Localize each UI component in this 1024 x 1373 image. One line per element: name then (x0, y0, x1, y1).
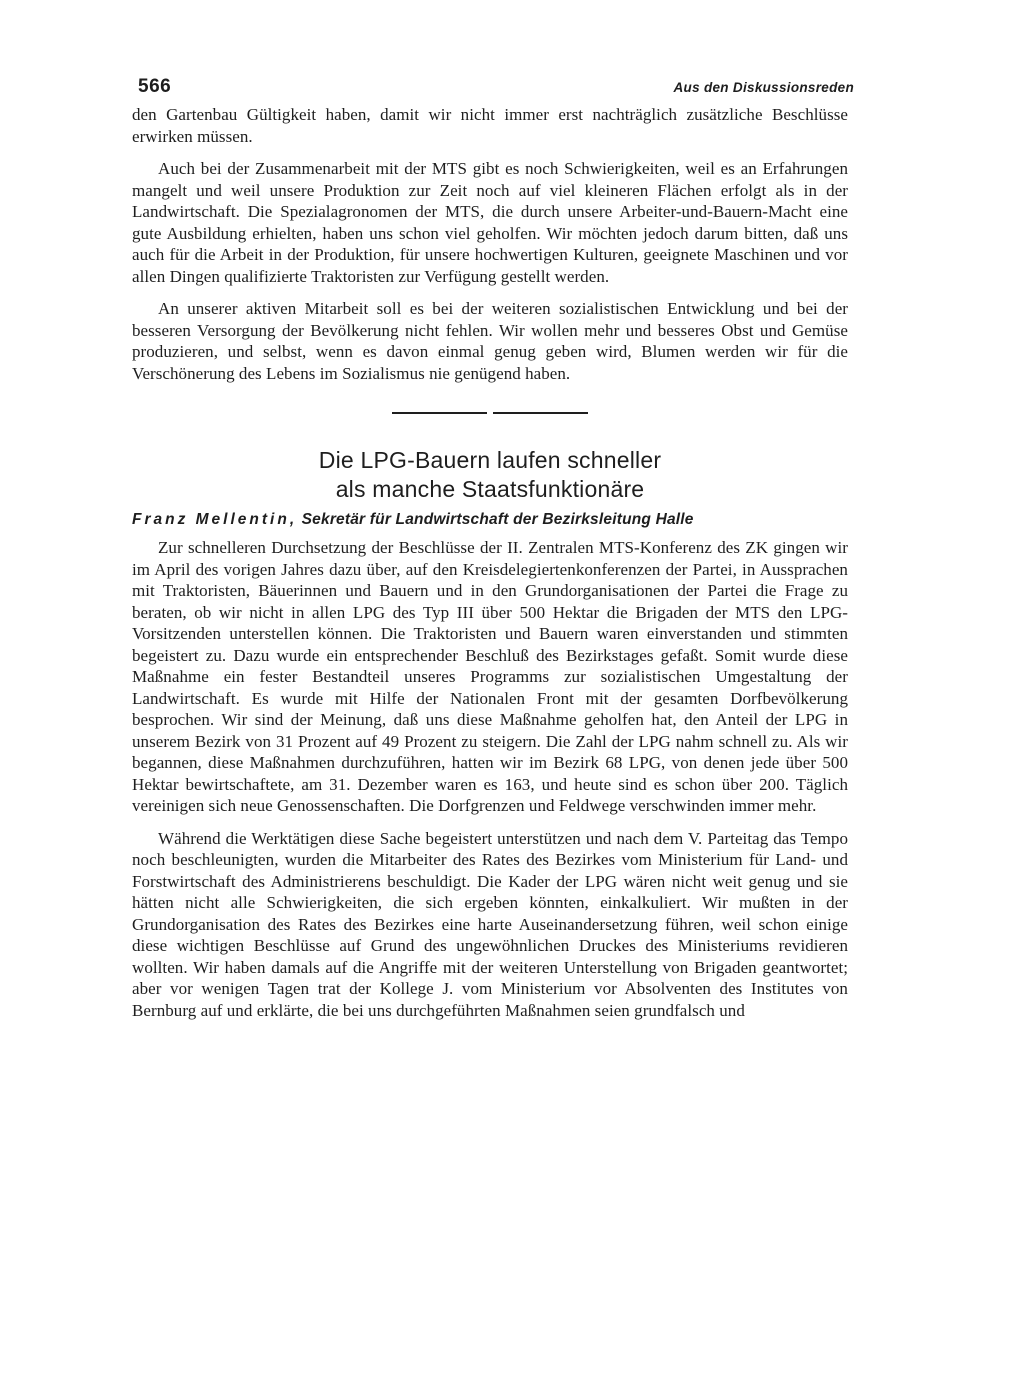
running-head: Aus den Diskussionsreden (673, 80, 854, 95)
divider-line-left (392, 412, 487, 414)
divider-line-right (493, 412, 588, 414)
document-page (132, 70, 854, 1021)
article-paragraph-1: Zur schnelleren Durchsetzung der Beschlüsse der II. Zentralen MTS-Konferenz des ZK gingen wir im April des vorigen Jahres dazu über, auf den Kreisdelegiertenkonferenzen der Partei, in Aussprachen mit Traktoristen, Bäuerinnen und Bauern und in den Grundorganisationen der Partei die Frage zu beraten, ob wir nicht in allen LPG des Typ III über 500 Hektar die Brigaden der MTS den LPG-Vorsitzenden unterstellen können. Die Traktoristen und Bauern waren einverstanden und stimmten begeistert zu. Dazu wurde ein entsprechender Beschluß des Bezirkstages gefaßt. Somit wurde diese Maßnahme ein fester Bestandteil unseres Programms zur sozialistischen Umgestaltung der Landwirtschaft. Es wurde mit Hilfe der Nationalen Front mit der gesamten Dorfbevölkerung besprochen. Wir sind der Meinung, daß uns diese Maßnahme geholfen hat, den Anteil der LPG in unserem Bezirk von 31 Prozent auf 49 Prozent zu steigern. Die Zahl der LPG nahm schnell zu. Als wir begannen, diese Maßnahmen durchzuführen, hatten wir im Bezirk 68 LPG, von denen jede über 500 Hektar bewirtschaftete, am 31. Dezember waren es 163, und heute sind es schon über 200. Täglich vereinigen sich neue Genossenschaften. Die Dorfgrenzen und Feldwege verschwinden immer mehr. (132, 538, 848, 815)
article-paragraph-2: Während die Werktätigen diese Sache begeistert unterstützen und nach dem V. Parteitag das Tempo noch beschleunigten, wurden die Mitarbeiter des Rates des Bezirkes vom Ministerium für Land- und Forstwirtschaft des Administrierens beschuldigt. Die Kader der LPG wären nicht weit genug und sie hätten nicht alle Schwierigkeiten, die sich ergeben könnten, einkalkuliert. Wir mußten in der Grundorganisation des Rates des Bezirkes eine harte Auseinandersetzung führen, weil schon einige diese wichtigen Beschlüsse auf Grund des ungewöhnlichen Druckes des Ministeriums revidieren wollten. Wir haben damals auf die Angriffe mit der weiteren Unterstellung von Brigaden geantwortet; aber vor wenigen Tagen trat der Kollege J. vom Ministerium vor Absolventen des Institutes von Bernburg auf und erklärte, die bei uns durchgeführten Maßnahmen seien grundfalsch und (132, 828, 848, 1020)
article-title-line-2: als manche Staatsfunktionäre (335, 476, 645, 502)
page-number: 566 (138, 76, 172, 97)
author-name: Franz Mellentin, (132, 511, 298, 528)
paragraph-mts-cooperation: Auch bei der Zusammenarbeit mit der MTS gibt es noch Schwierigkeiten, weil es an Erfahrungen mangelt und weil unsere Produktion zur Zeit noch auf viel kleineren Flächen erfolgt als in der Landwirtschaft. Die Spezialagronomen der MTS, die durch unsere Arbeiter-und-Bauern-Macht eine gute Ausbildung erhielten, haben uns schon viel geholfen. Wir möchten jedoch darum bitten, daß uns auch für die Arbeit in der Produktion, für unsere hochwertigen Kulturen, geeignete Maschinen und vor allen Dingen qualifizierte Traktoristen zur Verfügung gestellt werden. (132, 159, 848, 286)
paragraph-active-participation: An unserer aktiven Mitarbeit soll es bei der weiteren sozialistischen Entwicklung und bei der besseren Versorgung der Bevölkerung nicht fehlen. Wir wollen mehr und besseres Obst und Gemüse produzieren, und selbst, wenn es davon einmal genug geben wird, Blumen werden wir für die Verschönerung des Lebens im Sozialismus nie genügend haben. (132, 299, 848, 383)
section-divider (392, 412, 588, 414)
article-title (132, 446, 848, 504)
article-byline (132, 511, 848, 529)
article-title-line-1: Die LPG-Bauern laufen schneller (318, 447, 662, 473)
continuation-paragraph: den Gartenbau Gültigkeit haben, damit wir nicht immer erst nachträglich zusätzliche Beschlüsse erwirken müssen. (132, 105, 848, 146)
page-header (132, 70, 854, 104)
author-role: Sekretär für Landwirtschaft der Bezirksleitung Halle (301, 511, 694, 528)
